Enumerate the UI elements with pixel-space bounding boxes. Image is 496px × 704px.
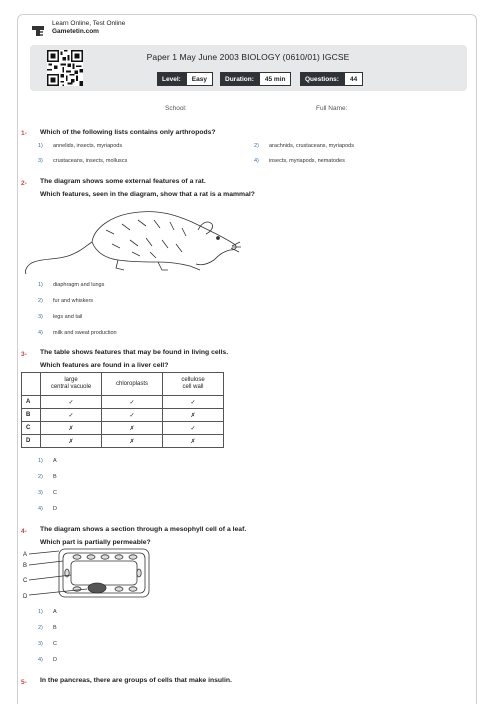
duration-badge: Duration: 45 min [220,72,291,86]
option-text[interactable]: diaphragm and lungs [53,282,105,288]
question-number: 3- [21,351,27,358]
g-logo-icon [30,24,46,38]
option-number[interactable]: 4) [38,657,43,663]
brand-tagline: Learn Online, Test Online [52,20,126,27]
option-text[interactable]: crustaceans, insects, molluscs [53,158,128,164]
option-text[interactable]: C [53,641,57,647]
table-header: large central vacuole [41,373,102,396]
diagram-label: D [23,594,28,600]
brand-site[interactable]: Gametetin.com [52,28,99,35]
table-corner [22,373,41,396]
diagram-label: A [23,552,28,558]
table-row: B ✓ ✓ ✗ [22,409,224,422]
diagram-label: B [23,563,28,569]
option-number[interactable]: 3) [38,158,43,164]
table-header: cellulose cell wall [163,373,224,396]
question-text: In the pancreas, there are groups of cells that make insulin. [40,677,232,684]
option-number[interactable]: 2) [38,474,43,480]
option-text[interactable]: insects, myriapods, nematodes [269,158,345,164]
option-number[interactable]: 3) [38,314,43,320]
option-text[interactable]: D [53,657,57,663]
question-text: Which of the following lists contains only arthropods? [40,129,216,136]
option-text[interactable]: C [53,490,57,496]
question-number: 4- [21,528,27,535]
features-table [21,372,224,448]
full-name-label: Full Name: [316,105,348,112]
option-number[interactable]: 2) [38,298,43,304]
question-intro: The diagram shows a section through a mesophyll cell of a leaf. [40,526,247,533]
table-row: D ✗ ✗ ✗ [22,435,224,448]
school-label: School: [165,105,187,112]
option-text[interactable]: arachnids, crustaceans, myriapods [269,143,354,149]
question-number: 5- [21,679,27,686]
question-intro: The diagram shows some external features of a rat. [40,178,206,185]
question-text: Which features are found in a liver cell? [40,362,169,369]
option-number[interactable]: 3) [38,490,43,496]
table-row: C ✗ ✗ ✓ [22,422,224,435]
question-number: 1- [21,130,27,137]
table-row: A ✓ ✓ ✓ [22,396,224,409]
question-intro: The table shows features that may be found in living cells. [40,349,229,356]
option-text[interactable]: A [53,458,57,464]
option-text[interactable]: A [53,609,57,615]
option-text[interactable]: milk and sweat production [53,330,117,336]
option-text[interactable]: legs and tail [53,314,83,320]
option-number[interactable]: 1) [38,143,43,149]
option-text[interactable]: B [53,474,57,480]
option-text[interactable]: D [53,506,57,512]
questions-badge: Questions: 44 [300,72,363,86]
question-number: 2- [21,180,27,187]
mesophyll-cell-diagram [21,547,161,603]
rat-illustration [22,200,242,276]
diagram-label: C [23,578,28,584]
option-number[interactable]: 4) [38,330,43,336]
question-text: Which part is partially permeable? [40,539,151,546]
option-text[interactable]: B [53,625,57,631]
option-text[interactable]: annelids, insects, myriapods [53,143,123,149]
level-badge: Level: Easy [157,72,213,86]
option-text[interactable]: fur and whiskers [53,298,94,304]
option-number[interactable]: 1) [38,458,43,464]
paper-title: Paper 1 May June 2003 BIOLOGY (0610/01) IGCSE [146,52,350,62]
option-number[interactable]: 4) [38,506,43,512]
option-number[interactable]: 3) [38,641,43,647]
question-text: Which features, seen in the diagram, show that a rat is a mammal? [40,191,255,198]
option-number[interactable]: 2) [38,625,43,631]
option-number[interactable]: 2) [254,143,259,149]
option-number[interactable]: 4) [254,158,259,164]
table-header: chloroplasts [102,373,163,396]
option-number[interactable]: 1) [38,282,43,288]
option-number[interactable]: 1) [38,609,43,615]
